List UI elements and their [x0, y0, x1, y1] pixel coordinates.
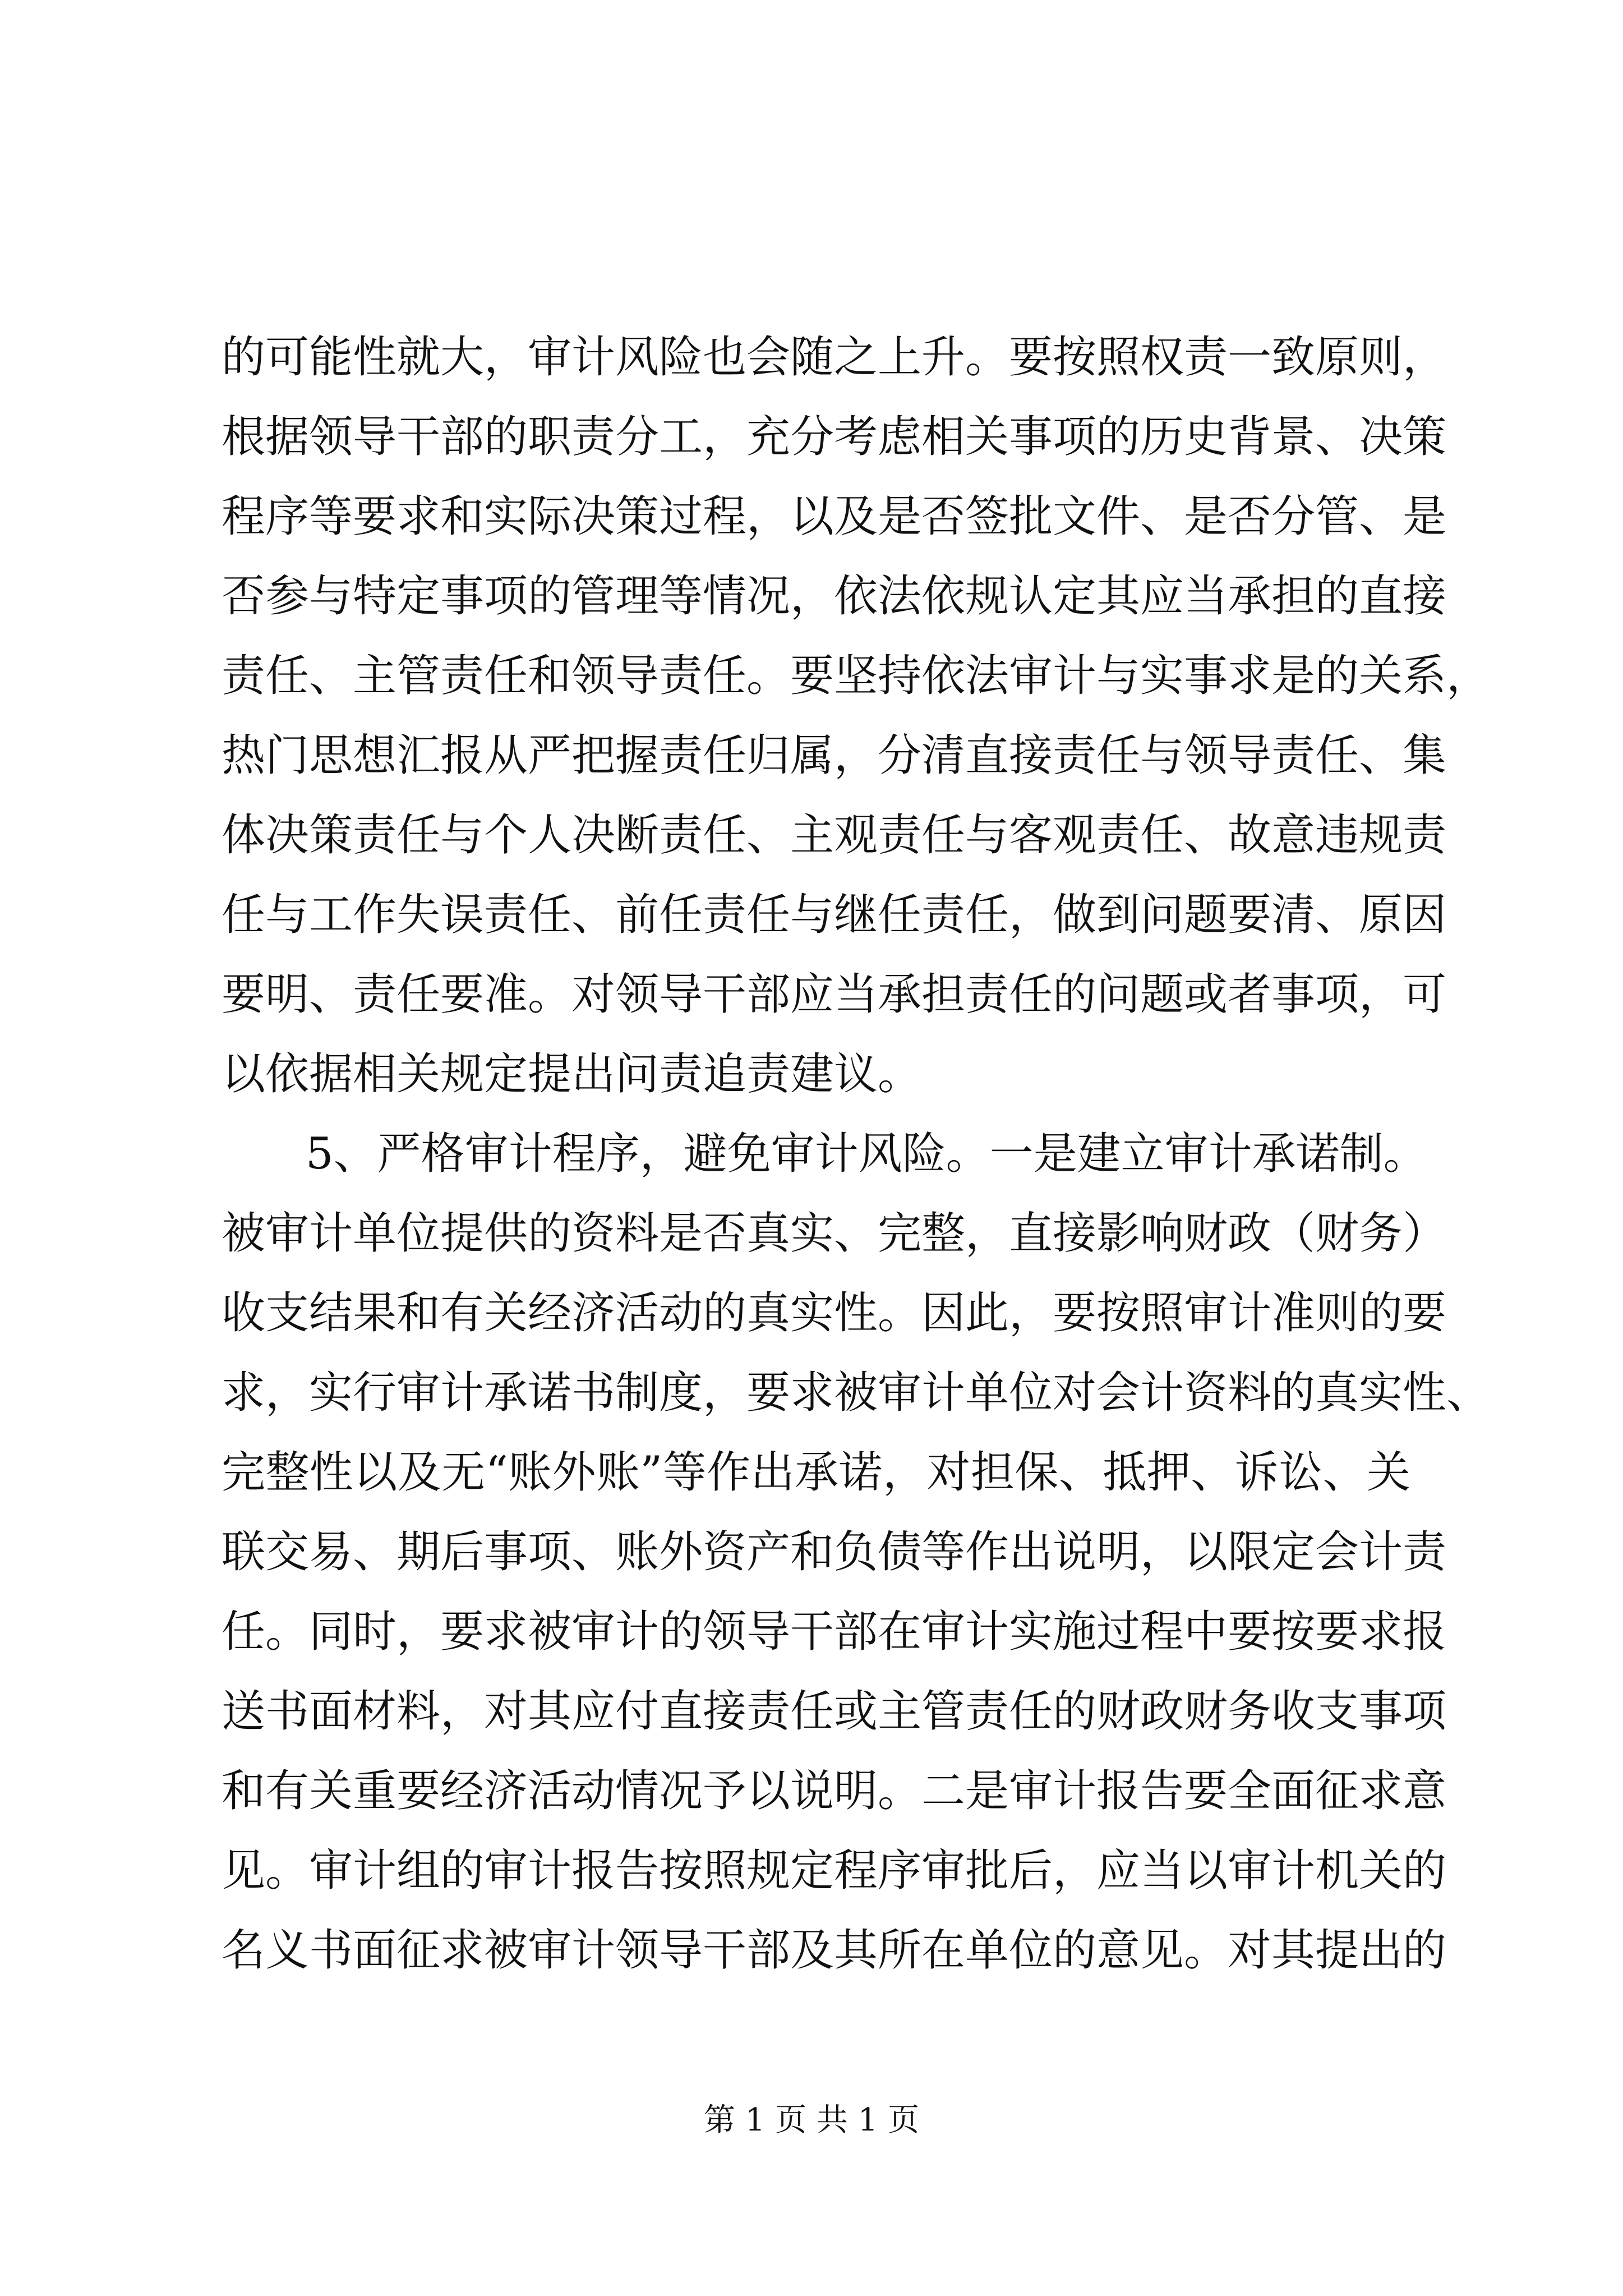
text-line: 联交易、期后事项、账外资产和负债等作出说明，以限定会计责 [222, 1527, 1447, 1577]
text-line: 任。同时，要求被审计的领导干部在审计实施过程中要按要求报 [222, 1607, 1447, 1657]
text-line: 和有关重要经济活动情况予以说明。二是审计报告要全面征求意 [222, 1766, 1447, 1816]
text-line: 见。审计组的审计报告按照规定程序审批后，应当以审计机关的 [222, 1846, 1447, 1896]
paragraph-start-line: 5、严格审计程序，避免审计风险。一是建立审计承诺制。 [306, 1129, 1427, 1179]
text-line: 名义书面征求被审计领导干部及其所在单位的意见。对其提出的 [222, 1925, 1447, 1976]
text-line: 收支结果和有关经济活动的真实性。因此，要按照审计准则的要 [222, 1288, 1447, 1338]
text-line: 热门思想汇报从严把握责任归属，分清直接责任与领导责任、集 [222, 730, 1447, 781]
text-line: 的可能性就大，审计风险也会随之上升。要按照权责一致原则， [222, 332, 1447, 383]
text-line: 责任、主管责任和领导责任。要坚持依法审计与实事求是的关系， [222, 651, 1491, 701]
page-footer: 第 1 页 共 1 页 [703, 2102, 920, 2138]
text-line: 否参与特定事项的管理等情况，依法依规认定其应当承担的直接 [222, 571, 1447, 622]
document-body [222, 318, 1491, 1990]
text-line: 求，实行审计承诺书制度，要求被审计单位对会计资料的真实性、 [222, 1368, 1491, 1418]
text-line: 任与工作失误责任、前任责任与继任责任，做到问题要清、原因 [222, 890, 1447, 940]
text-line: 以依据相关规定提出问责追责建议。 [222, 1049, 922, 1099]
text-line: 送书面材料，对其应付直接责任或主管责任的财政财务收支事项 [222, 1686, 1447, 1737]
text-line: 程序等要求和实际决策过程，以及是否签批文件、是否分管、是 [222, 491, 1447, 542]
text-line: 完整性以及无“账外账”等作出承诺，对担保、抵押、诉讼、关 [222, 1447, 1410, 1498]
text-line: 要明、责任要准。对领导干部应当承担责任的问题或者事项，可 [222, 969, 1447, 1020]
text-line: 被审计单位提供的资料是否真实、完整，直接影响财政（财务） [222, 1208, 1447, 1259]
text-line: 体决策责任与个人决断责任、主观责任与客观责任、故意违规责 [222, 810, 1447, 861]
text-line: 根据领导干部的职责分工，充分考虑相关事项的历史背景、决策 [222, 412, 1447, 462]
